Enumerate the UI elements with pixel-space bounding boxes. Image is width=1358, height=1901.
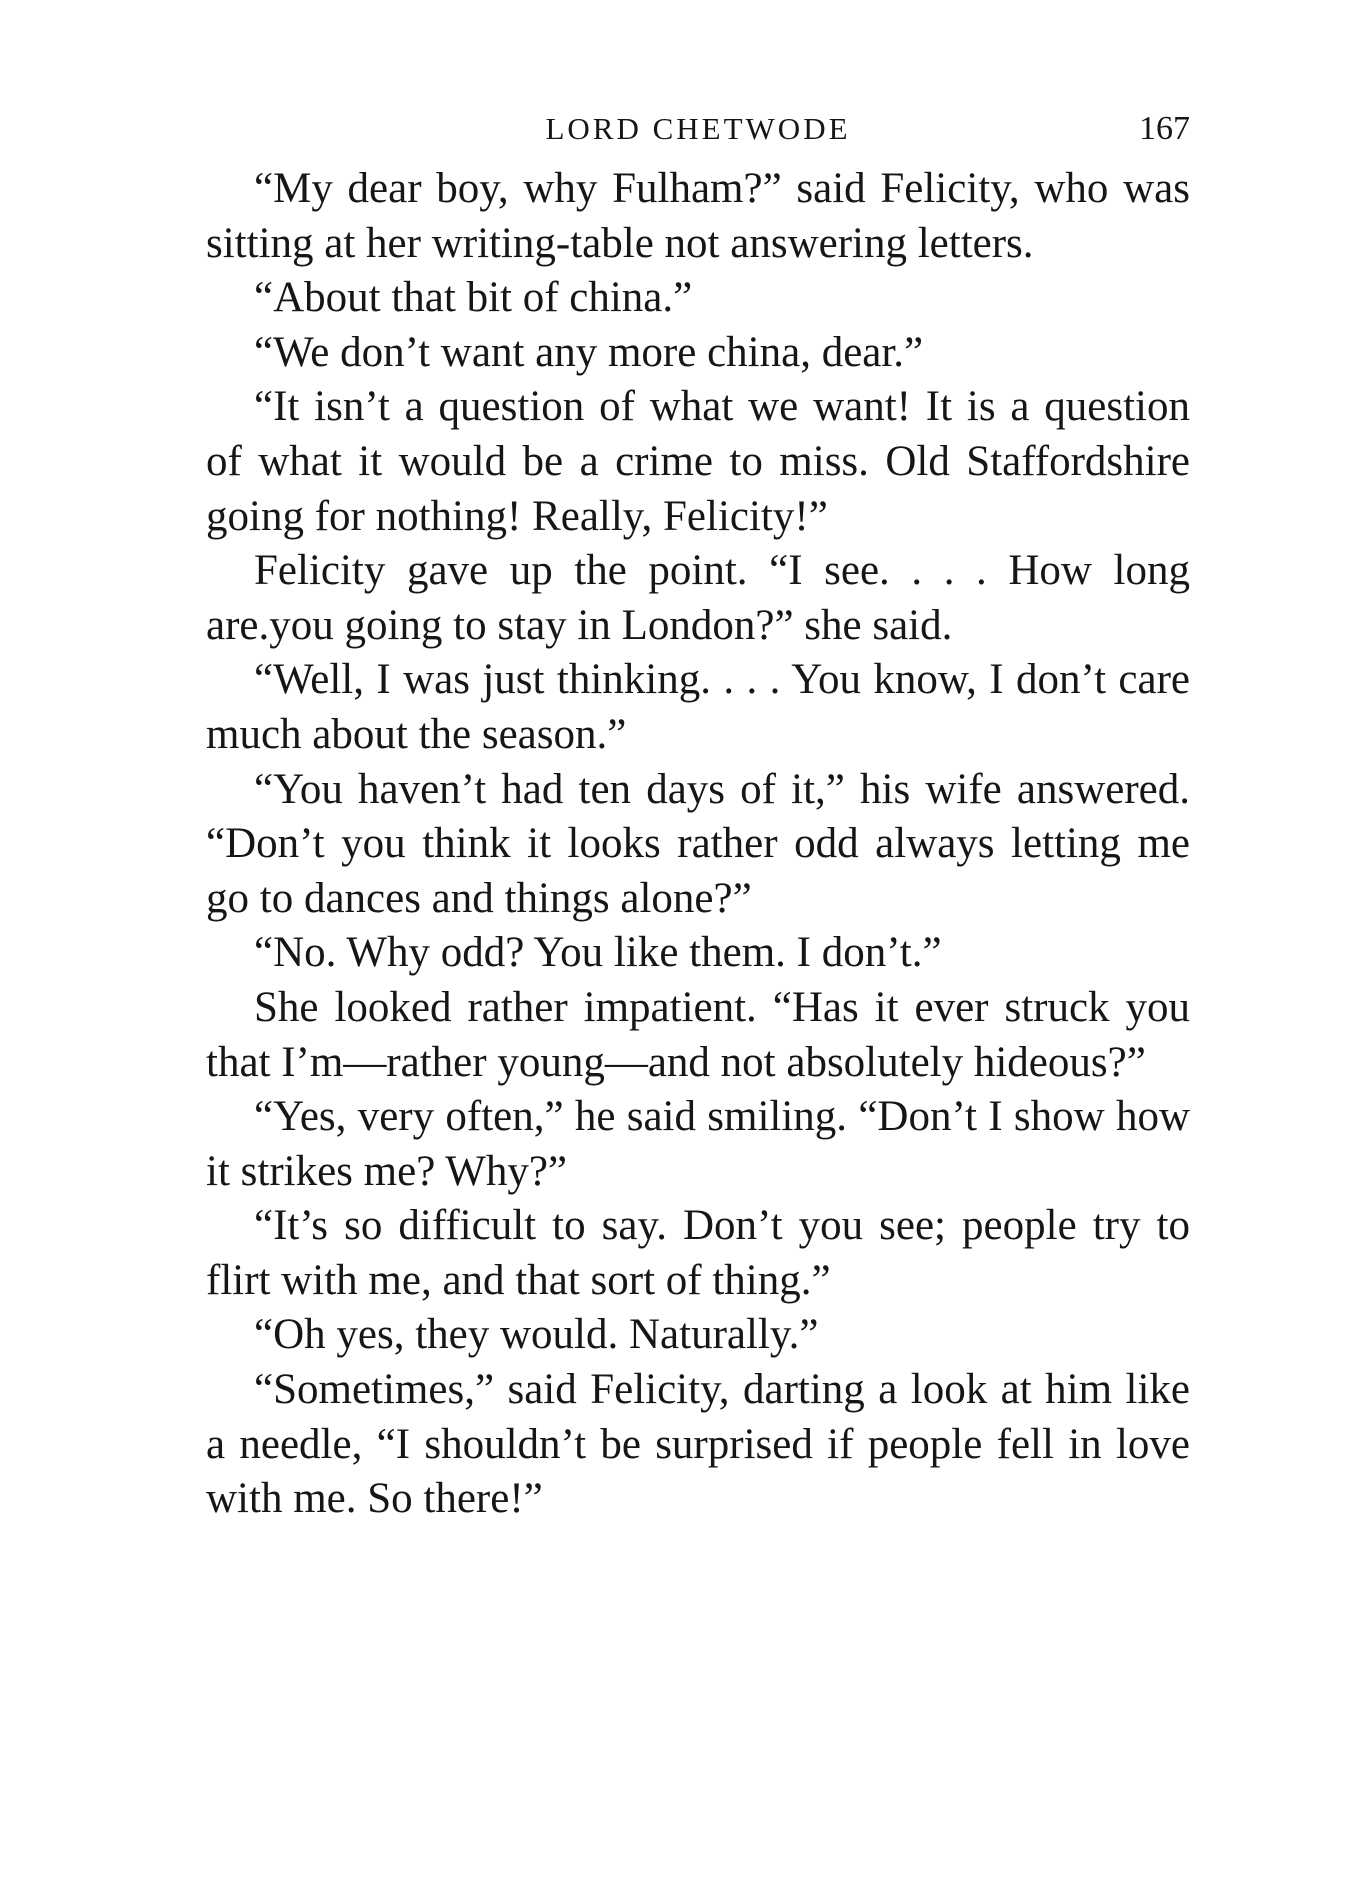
page-number: 167 (1139, 110, 1190, 147)
paragraph: “You haven’t had ten days of it,” his wife answered. “Don’t you think it looks rather odd always letting me go to dances and things alone?” (206, 765, 1190, 922)
paragraph: Felicity gave up the point. “I see. . . . How long are.you going to stay in London?” she said. (206, 547, 1190, 649)
body-text (206, 162, 1190, 1527)
running-title: LORD CHETWODE (545, 111, 851, 146)
paragraph: “Oh yes, they would. Naturally.” (254, 1311, 819, 1359)
paragraph: “Yes, very often,” he said smiling. “Don’t I show how it strikes me? Why?” (206, 1093, 1190, 1195)
running-head (206, 104, 1190, 154)
paragraph: “Well, I was just thinking. . . . You know, I don’t care much about the season.” (206, 656, 1190, 758)
paragraph: “Sometimes,” said Felicity, darting a look at him like a needle, “I shouldn’t be surprised if people fell in love with me. So there!” (206, 1366, 1190, 1523)
paragraph: “My dear boy, why Fulham?” said Felicity, who was sitting at her writing-table not answering letters. (206, 165, 1190, 267)
paragraph: She looked rather impatient. “Has it ever struck you that I’m—rather young—and not absolutely hideous?” (206, 983, 1190, 1086)
paragraph: “We don’t want any more china, dear.” (254, 328, 924, 376)
paragraph: “No. Why odd? You like them. I don’t.” (254, 929, 942, 977)
paragraph: “It isn’t a question of what we want! It is a question of what it would be a crime to miss. Old Staffordshire going for nothing! Really, Felicity!” (206, 383, 1190, 540)
paragraph: “About that bit of china.” (254, 274, 693, 322)
paragraph: “It’s so difficult to say. Don’t you see; people try to flirt with me, and that sort of thing.” (206, 1202, 1190, 1304)
